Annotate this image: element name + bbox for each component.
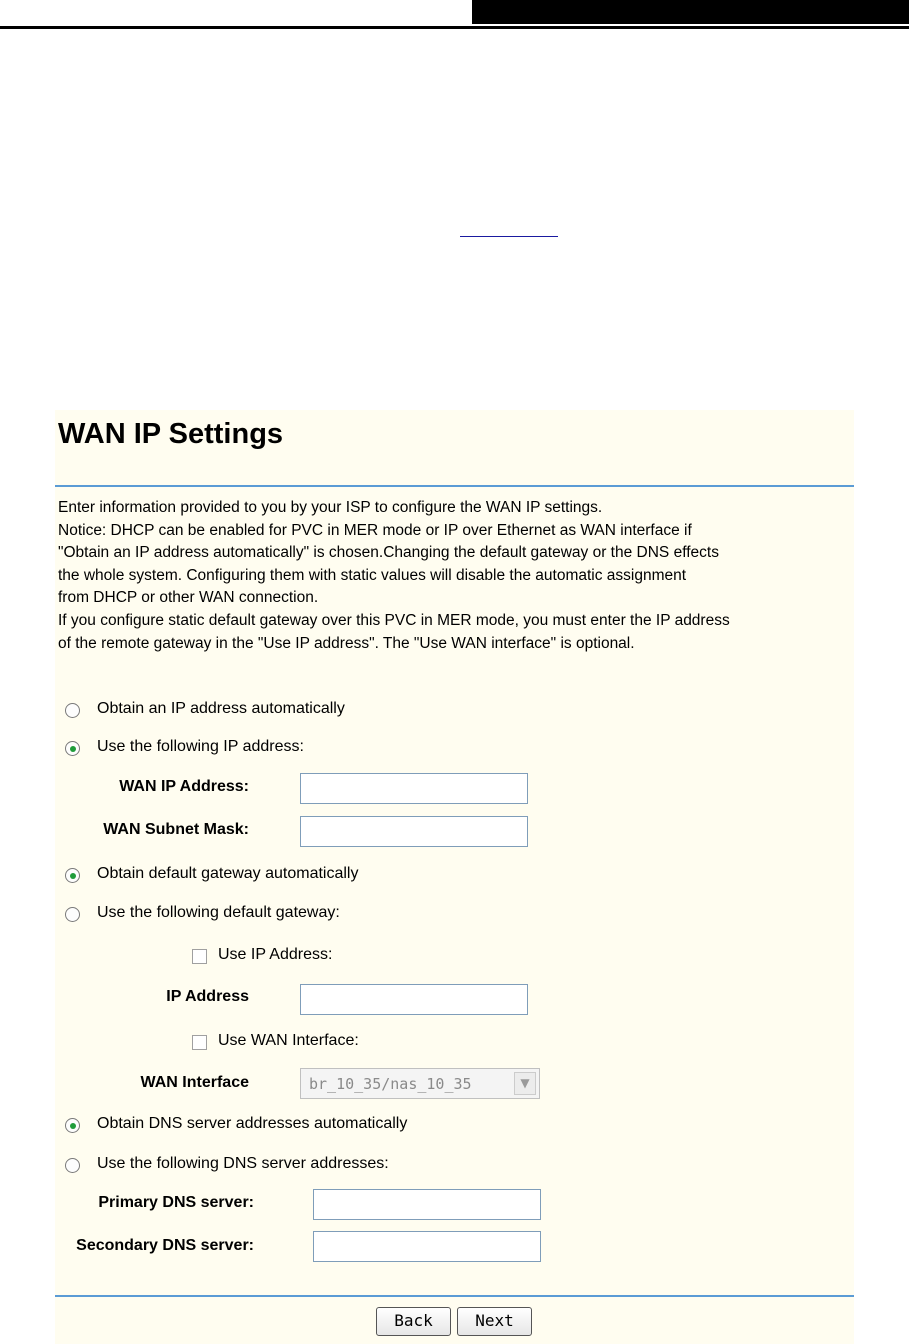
wan-subnet-mask-input[interactable] (300, 816, 528, 847)
wan-interface-label: WAN Interface (140, 1074, 249, 1091)
radio-gateway-manual-label: Use the following default gateway: (97, 904, 340, 921)
description-line: "Obtain an IP address automatically" is chosen.Changing the default gateway or the DNS effects (58, 544, 719, 562)
wan-interface-selected-value: br_10_35/nas_10_35 (309, 1075, 472, 1093)
chevron-down-icon: ▼ (514, 1072, 536, 1095)
page-title: WAN IP Settings (58, 418, 284, 450)
gateway-ip-address-label: IP Address (166, 988, 249, 1005)
wan-ip-settings-panel (55, 410, 854, 1344)
use-wan-interface-label: Use WAN Interface: (218, 1032, 359, 1049)
radio-gateway-manual[interactable] (65, 907, 80, 922)
divider (55, 1295, 854, 1297)
next-button[interactable]: Next (457, 1307, 532, 1336)
radio-ip-manual-label: Use the following IP address: (97, 738, 304, 755)
header-rule (0, 26, 909, 29)
description (58, 497, 854, 655)
back-button[interactable]: Back (376, 1307, 451, 1336)
wan-interface-select[interactable] (300, 1068, 540, 1099)
description-line: of the remote gateway in the "Use IP address". The "Use WAN interface" is optional. (58, 634, 635, 652)
radio-dns-auto[interactable] (65, 1118, 80, 1133)
radio-dns-manual-label: Use the following DNS server addresses: (97, 1155, 389, 1172)
header-black-bar (472, 0, 909, 24)
link-underline (460, 236, 558, 237)
use-wan-interface-checkbox[interactable] (192, 1035, 207, 1050)
radio-dns-manual[interactable] (65, 1158, 80, 1173)
description-line: from DHCP or other WAN connection. (58, 589, 319, 607)
secondary-dns-input[interactable] (313, 1231, 541, 1262)
use-ip-address-label: Use IP Address: (218, 946, 333, 963)
secondary-dns-label: Secondary DNS server: (76, 1237, 254, 1254)
primary-dns-label: Primary DNS server: (98, 1194, 254, 1211)
use-ip-address-checkbox[interactable] (192, 949, 207, 964)
wan-subnet-mask-label: WAN Subnet Mask: (103, 821, 249, 838)
radio-ip-auto-label: Obtain an IP address automatically (97, 700, 345, 717)
description-line: If you configure static default gateway over this PVC in MER mode, you must enter the IP address (58, 611, 730, 629)
description-line: the whole system. Configuring them with static values will disable the automatic assignment (58, 566, 687, 584)
gateway-ip-address-input[interactable] (300, 984, 528, 1015)
wan-ip-address-label: WAN IP Address: (119, 778, 249, 795)
wan-ip-address-input[interactable] (300, 773, 528, 804)
radio-ip-auto[interactable] (65, 703, 80, 718)
primary-dns-input[interactable] (313, 1189, 541, 1220)
radio-gateway-auto-label: Obtain default gateway automatically (97, 865, 359, 882)
divider (55, 485, 854, 487)
radio-gateway-auto[interactable] (65, 868, 80, 883)
description-line: Enter information provided to you by your ISP to configure the WAN IP settings. (58, 499, 603, 516)
description-line: Notice: DHCP can be enabled for PVC in MER mode or IP over Ethernet as WAN interface if (58, 521, 692, 539)
radio-dns-auto-label: Obtain DNS server addresses automatically (97, 1115, 408, 1132)
radio-ip-manual[interactable] (65, 741, 80, 756)
